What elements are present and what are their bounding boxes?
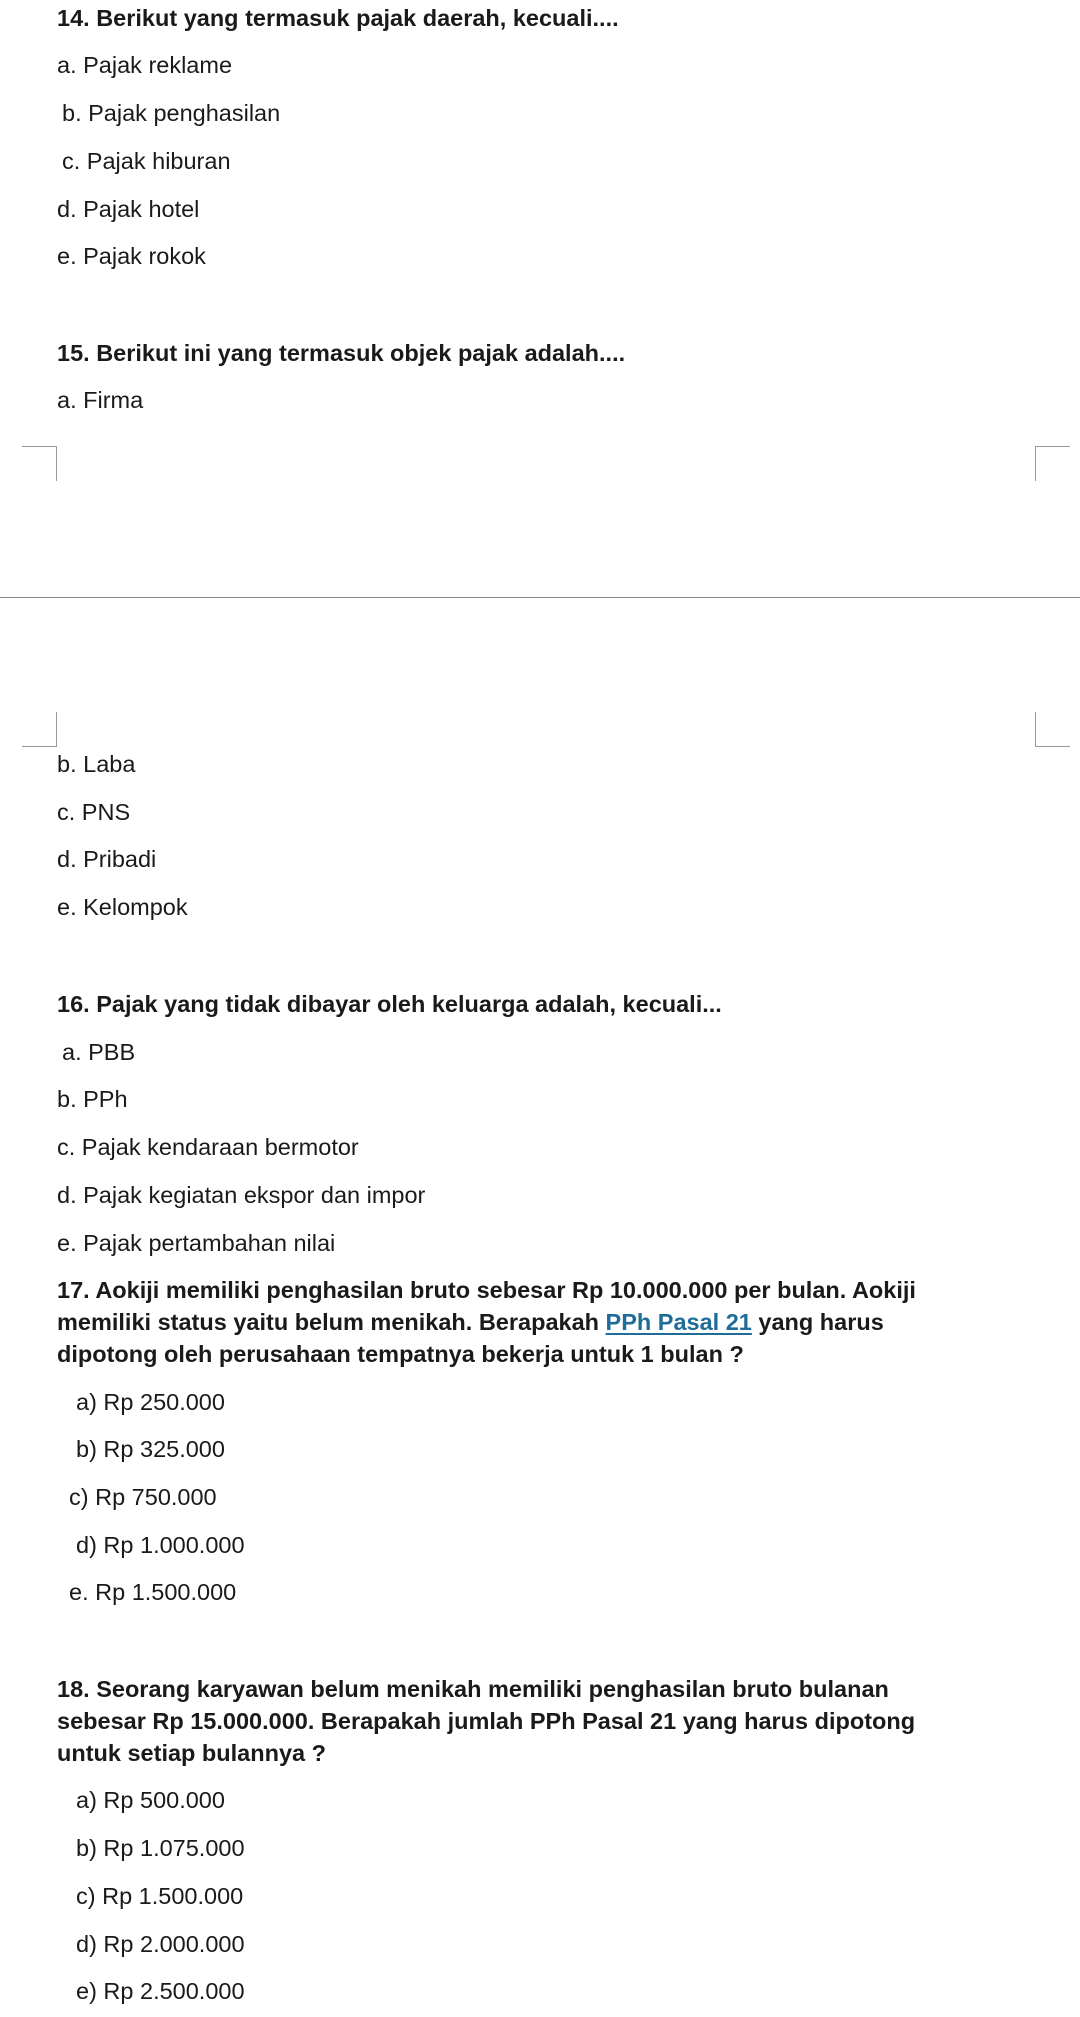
- q16-option-a: a. PBB: [62, 1039, 136, 1065]
- q17-option-c: c) Rp 750.000: [69, 1484, 217, 1510]
- page-corner-mark: [1035, 712, 1070, 747]
- q18-option-e: e) Rp 2.500.000: [76, 1978, 245, 2004]
- question-15: 15. Berikut ini yang termasuk objek pajak adalah....: [57, 340, 626, 366]
- q14-option-e: e. Pajak rokok: [57, 243, 206, 269]
- q14-option-c: c. Pajak hiburan: [62, 148, 231, 174]
- q18-option-c: c) Rp 1.500.000: [76, 1883, 244, 1909]
- q18-option-b: b) Rp 1.075.000: [76, 1835, 245, 1861]
- question-18-line-3: untuk setiap bulannya ?: [57, 1740, 326, 1766]
- q18-option-d: d) Rp 2.000.000: [76, 1931, 245, 1957]
- page-corner-mark: [22, 446, 57, 481]
- q16-option-e: e. Pajak pertambahan nilai: [57, 1230, 336, 1256]
- question-18-line-1: 18. Seorang karyawan belum menikah memiliki penghasilan bruto bulanan: [57, 1676, 889, 1702]
- question-16: 16. Pajak yang tidak dibayar oleh keluarga adalah, kecuali...: [57, 991, 722, 1017]
- q15-option-c: c. PNS: [57, 799, 131, 825]
- q16-option-c: c. Pajak kendaraan bermotor: [57, 1134, 359, 1160]
- q16-option-d: d. Pajak kegiatan ekspor dan impor: [57, 1182, 426, 1208]
- q17-option-b: b) Rp 325.000: [76, 1436, 225, 1462]
- q17-option-e: e. Rp 1.500.000: [69, 1579, 237, 1605]
- q16-option-b: b. PPh: [57, 1086, 128, 1112]
- question-17-line-3: dipotong oleh perusahaan tempatnya bekerja untuk 1 bulan ?: [57, 1341, 744, 1367]
- q15-option-b: b. Laba: [57, 751, 136, 777]
- page-break-divider: [0, 597, 1080, 598]
- question-17-line-1: 17. Aokiji memiliki penghasilan bruto sebesar Rp 10.000.000 per bulan. Aokiji: [57, 1277, 916, 1303]
- page-corner-mark: [1035, 446, 1070, 481]
- question-18-line-2: sebesar Rp 15.000.000. Berapakah jumlah PPh Pasal 21 yang harus dipotong: [57, 1708, 916, 1734]
- q15-option-d: d. Pribadi: [57, 846, 157, 872]
- q14-option-b: b. Pajak penghasilan: [62, 100, 281, 126]
- question-17-text: memiliki status yaitu belum menikah. Berapakah: [57, 1309, 606, 1335]
- question-17-line-2: [57, 1306, 884, 1338]
- q14-option-d: d. Pajak hotel: [57, 196, 200, 222]
- q15-option-a: a. Firma: [57, 387, 144, 413]
- question-14: 14. Berikut yang termasuk pajak daerah, kecuali....: [57, 5, 619, 31]
- q15-option-e: e. Kelompok: [57, 894, 188, 920]
- q18-option-a: a) Rp 500.000: [76, 1787, 225, 1813]
- q17-option-a: a) Rp 250.000: [76, 1389, 225, 1415]
- pph-pasal-21-link[interactable]: PPh Pasal 21: [605, 1309, 752, 1335]
- question-17-text: yang harus: [751, 1309, 884, 1335]
- q14-option-a: a. Pajak reklame: [57, 52, 233, 78]
- q17-option-d: d) Rp 1.000.000: [76, 1532, 245, 1558]
- page-corner-mark: [22, 712, 57, 747]
